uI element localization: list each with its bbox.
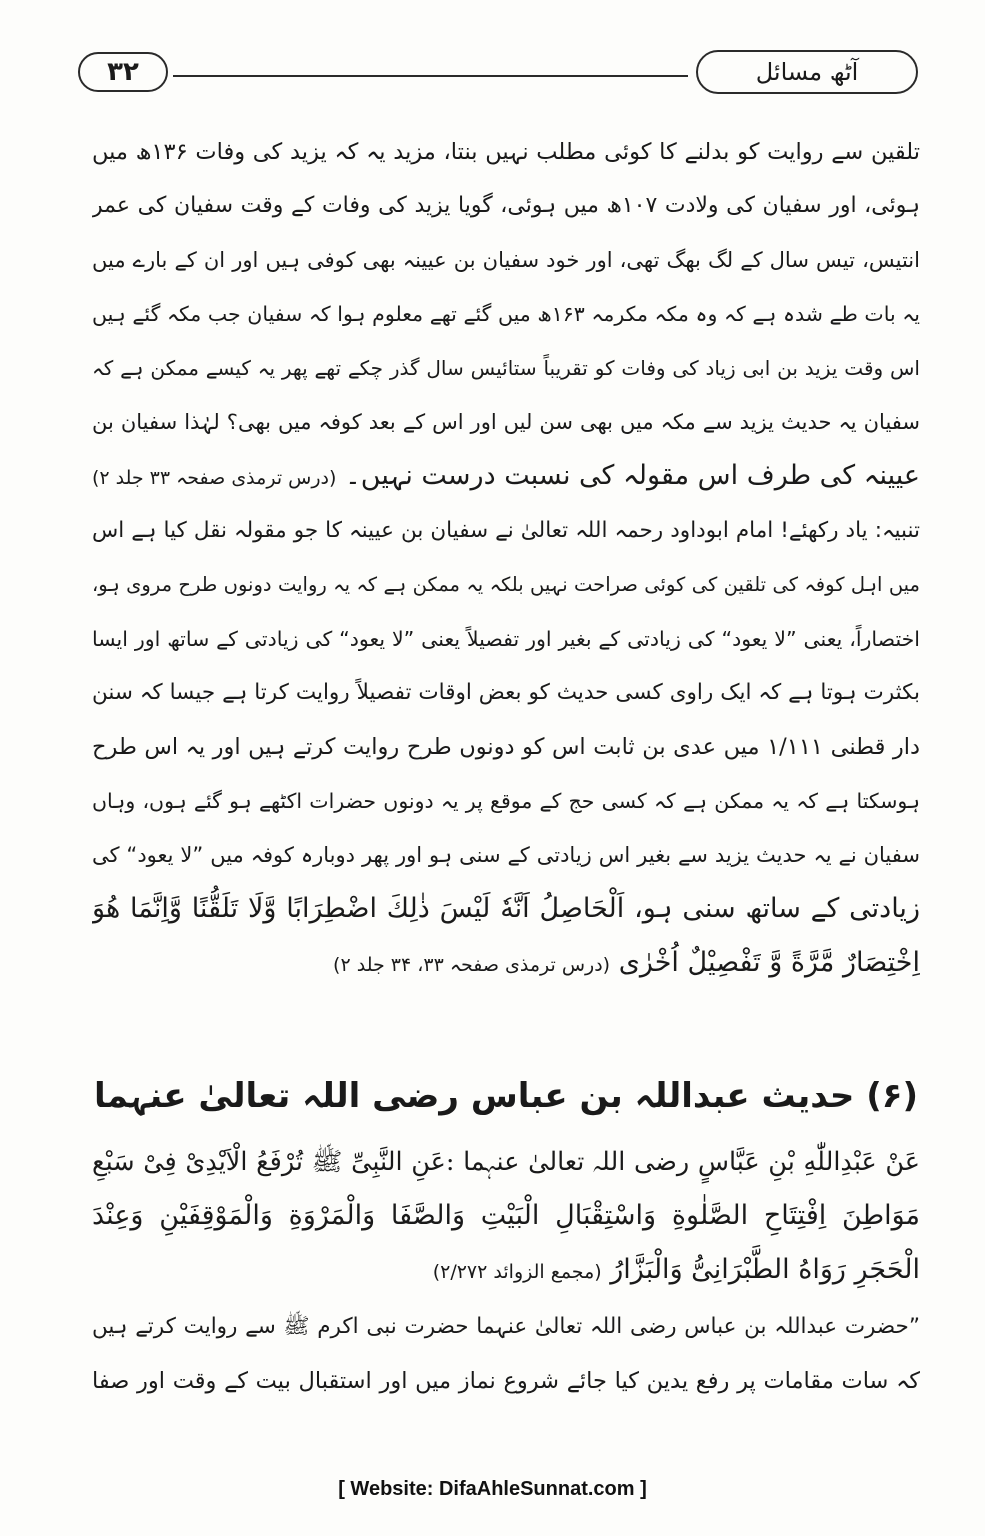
arabic-phrase: اِخْتِصَارٌ مَّرَّةً وَّ تَفْصِيْلٌ اُخْرٰى — [618, 947, 920, 978]
text-line: یہ بات طے شدہ ہے کہ وہ مکہ مکرمہ ۱۶۳ھ میں گئے تھے معلوم ہوا کہ سفیان جب مکہ گئے ہیں — [92, 302, 920, 326]
website-footer: [ Website: DifaAhleSunnat.com ] — [338, 1478, 647, 1500]
hadith-arabic — [92, 1135, 920, 1297]
arabic-phrase: الْحَجَرِ رَوَاهُ الطَّبْرَانِیُّ وَالْبَزَّارُ — [610, 1254, 920, 1285]
text-line: ”حضرت عبداللہ بن عباس رضی اللہ تعالیٰ عنہما حضرت نبی اکرم ﷺ سے روایت کرتے ہیں — [92, 1314, 920, 1339]
text-line: انتیس، تیس سال کے لگ بھگ تھی، اور خود سفیان بن عیینہ بھی کوفی ہیں اور ان کے بارے میں — [92, 248, 920, 272]
paragraph-2-note — [92, 504, 920, 990]
paragraph-1 — [92, 125, 920, 503]
text-line: سفیان نے یہ حدیث یزید سے بغیر اس زیادتی کے سنی ہو اور پھر دوبارہ کوفہ میں ”لا یعود“ کی — [92, 843, 920, 867]
section-heading: (۶) حدیث عبداللہ بن عباس رضی اللہ تعالیٰ عنہما — [93, 1076, 919, 1116]
text-line: کہ سات مقامات پر رفع یدین کیا جائے شروع نماز میں اور استقبال بیت کے وقت اور صفا — [92, 1368, 920, 1394]
running-title: آٹھ مسائل — [696, 50, 918, 94]
citation: (درس ترمذی صفحہ ۳۳ جلد ۲) — [92, 467, 337, 489]
text-line: تلقین سے روایت کو بدلنے کا کوئی مطلب نہیں بنتا، مزید یہ کہ یزید کی وفات ۱۳۶ھ میں — [92, 139, 920, 165]
text-line: تنبیہ: یاد رکھئے! امام ابوداود رحمہ اللہ تعالیٰ نے سفیان بن عیینہ کا جو مقولہ نقل کیا ہے اس — [92, 518, 920, 543]
citation: (مجمع الزوائد ۲/۲۷۲) — [432, 1261, 602, 1283]
page-number: ۳۲ — [78, 52, 168, 92]
text-line: سفیان یہ حدیث یزید سے مکہ میں بھی سن لیں اور اس کے بعد کوفہ میں بھی؟ لہٰذا سفیان بن — [92, 410, 920, 434]
text-line — [92, 1243, 920, 1297]
translation — [92, 1300, 920, 1408]
paragraph-end-text: عیینہ کی طرف اس مقولہ کی نسبت درست نہیں۔ — [344, 460, 920, 491]
text-line: ہوسکتا ہے کہ یہ ممکن ہے کہ کسی حج کے موقع پر یہ دونوں حضرات اکٹھے ہو گئے ہوں، وہاں — [92, 789, 920, 813]
citation: (درس ترمذی صفحہ ۳۳، ۳۴ جلد ۲) — [333, 954, 611, 976]
text-line: اس وقت یزید بن ابی زیاد کی وفات کو تقریباً ستائیس سال گذر چکے تھے پھر یہ کیسے ممکن ہے کہ — [92, 356, 920, 380]
text-line: عَنْ عَبْدِاللّٰهِ بْنِ عَبَّاسٍ رضی اللہ تعالیٰ عنہما :عَنِ النَّبِیِّ ﷺ تُرْفَعُ الْاَيْدِیْ فِیْ سَبْعِ — [92, 1147, 920, 1177]
text-line: زیادتی کے ساتھ سنی ہو، اَلْحَاصِلُ اَنَّهٗ لَيْسَ ذٰلِكَ اضْطِرَابًا وَّلَا تَلَقُّنًا وَّاِنَّمَا هُوَ — [92, 893, 920, 924]
text-line: اختصاراً، یعنی ”لا یعود“ کی زیادتی کے بغیر اور تفصیلاً یعنی ”لا یعود“ کی زیادتی کے ساتھ اور ایسا — [92, 627, 920, 651]
text-line: مَوَاطِنَ اِفْتِتَاحِ الصَّلٰوةِ وَاسْتِقْبَالِ الْبَيْتِ وَالصَّفَا وَالْمَرْوَةِ وَالْمَوْقِفَيْنِ وَعِنْدَ — [92, 1200, 920, 1231]
header-rule — [173, 75, 688, 77]
text-line: ہوئی، اور سفیان کی ولادت ۱۰۷ھ میں ہوئی، گویا یزید کی وفات کے وقت سفیان کی عمر — [92, 193, 920, 218]
text-line: دار قطنی ۱/۱۱۱ میں عدی بن ثابت اس کو دونوں طرح روایت کرتے ہیں اور یہ اس طرح — [92, 734, 920, 760]
text-line: میں اہل کوفہ کی تلقین کی کوئی صراحت نہیں بلکہ یہ ممکن ہے کہ یہ روایت دونوں طرح مروی ہو، — [92, 573, 920, 596]
text-line — [92, 449, 920, 503]
text-line: بکثرت ہوتا ہے کہ ایک راوی کسی حدیث کو بعض اوقات تفصیلاً روایت کرتا ہے جیسا کہ سنن — [92, 680, 920, 705]
text-line — [92, 936, 920, 990]
page-header — [78, 48, 918, 100]
